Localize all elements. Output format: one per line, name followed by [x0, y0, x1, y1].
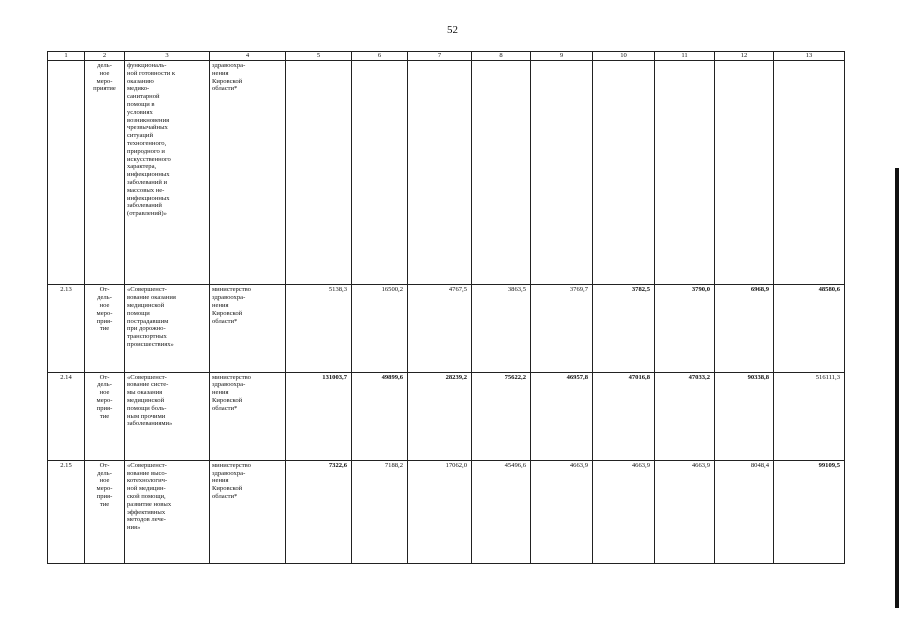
row-title-cell: «Совершенст- вование систе- мы оказания медицинской помощи боль- ным прочими заболеваниями» — [125, 372, 210, 460]
row-executor-cell: здравоохра- нения Кировской области* — [210, 61, 286, 285]
column-header: 3 — [125, 52, 210, 61]
value-cell: 16500,2 — [352, 285, 408, 372]
table-row — [48, 285, 845, 372]
row-number-cell: 2.14 — [48, 372, 85, 460]
value-cell: 49899,6 — [352, 372, 408, 460]
header-row — [48, 52, 845, 61]
value-cell — [408, 61, 472, 285]
value-cell: 47016,8 — [593, 372, 655, 460]
value-cell: 17062,0 — [408, 460, 472, 563]
row-number-cell — [48, 61, 85, 285]
column-header: 8 — [472, 52, 531, 61]
value-cell: 4663,9 — [531, 460, 593, 563]
value-cell: 7188,2 — [352, 460, 408, 563]
table-row — [48, 61, 845, 285]
value-cell: 5138,3 — [286, 285, 352, 372]
column-header: 7 — [408, 52, 472, 61]
value-cell: 75622,2 — [472, 372, 531, 460]
value-cell: 6968,9 — [715, 285, 774, 372]
value-cell: 7322,6 — [286, 460, 352, 563]
row-title-cell: функциональ- ной готовности к оказанию медико- санитарной помощи в условиях возникновения чрезвычайных ситуаций техногенного, природного и искусственного характера, инфекционных заболеваний и массовых не- инфекционных заболеваний (отравлений)» — [125, 61, 210, 285]
column-header: 6 — [352, 52, 408, 61]
column-header: 9 — [531, 52, 593, 61]
row-title-cell: «Совершенст- вование высо- котехнологич- ной медицин- ской помощи, развитие новых эффективных методов лече- ния» — [125, 460, 210, 563]
row-type-cell: От- дель- ное меро- прия- тие — [85, 460, 125, 563]
value-cell: 28239,2 — [408, 372, 472, 460]
value-cell — [774, 61, 845, 285]
row-number-cell: 2.15 — [48, 460, 85, 563]
value-cell: 47033,2 — [655, 372, 715, 460]
row-type-cell: От- дель- ное меро- прия- тие — [85, 372, 125, 460]
value-cell — [286, 61, 352, 285]
row-type-cell: дель- ное меро- приятие — [85, 61, 125, 285]
value-cell: 48580,6 — [774, 285, 845, 372]
value-cell — [655, 61, 715, 285]
value-cell: 3790,0 — [655, 285, 715, 372]
value-cell — [352, 61, 408, 285]
value-cell: 3863,5 — [472, 285, 531, 372]
row-title-cell: «Совершенст- вование оказания медицинской помощи пострадавшим при дорожно- транспортных происшествиях» — [125, 285, 210, 372]
column-header: 10 — [593, 52, 655, 61]
value-cell: 516111,3 — [774, 372, 845, 460]
value-cell: 4767,5 — [408, 285, 472, 372]
value-cell: 3782,5 — [593, 285, 655, 372]
table-row — [48, 460, 845, 563]
scan-edge-bar — [895, 168, 899, 608]
row-number-cell: 2.13 — [48, 285, 85, 372]
budget-table — [47, 51, 845, 564]
row-executor-cell: министерство здравоохра- нения Кировской области* — [210, 372, 286, 460]
value-cell: 4663,9 — [655, 460, 715, 563]
value-cell: 4663,9 — [593, 460, 655, 563]
column-header: 11 — [655, 52, 715, 61]
column-header: 1 — [48, 52, 85, 61]
row-executor-cell: министерство здравоохра- нения Кировской области* — [210, 285, 286, 372]
value-cell: 90338,8 — [715, 372, 774, 460]
value-cell: 46957,8 — [531, 372, 593, 460]
column-header: 12 — [715, 52, 774, 61]
value-cell — [715, 61, 774, 285]
value-cell: 8048,4 — [715, 460, 774, 563]
table-row — [48, 372, 845, 460]
value-cell — [472, 61, 531, 285]
value-cell: 45496,6 — [472, 460, 531, 563]
value-cell: 131003,7 — [286, 372, 352, 460]
column-header: 2 — [85, 52, 125, 61]
row-type-cell: От- дель- ное меро- прия- тие — [85, 285, 125, 372]
value-cell: 3769,7 — [531, 285, 593, 372]
row-executor-cell: министерство здравоохра- нения Кировской области* — [210, 460, 286, 563]
value-cell — [531, 61, 593, 285]
value-cell: 99109,5 — [774, 460, 845, 563]
column-header: 5 — [286, 52, 352, 61]
page-number: 52 — [447, 24, 458, 36]
column-header: 13 — [774, 52, 845, 61]
value-cell — [593, 61, 655, 285]
column-header: 4 — [210, 52, 286, 61]
